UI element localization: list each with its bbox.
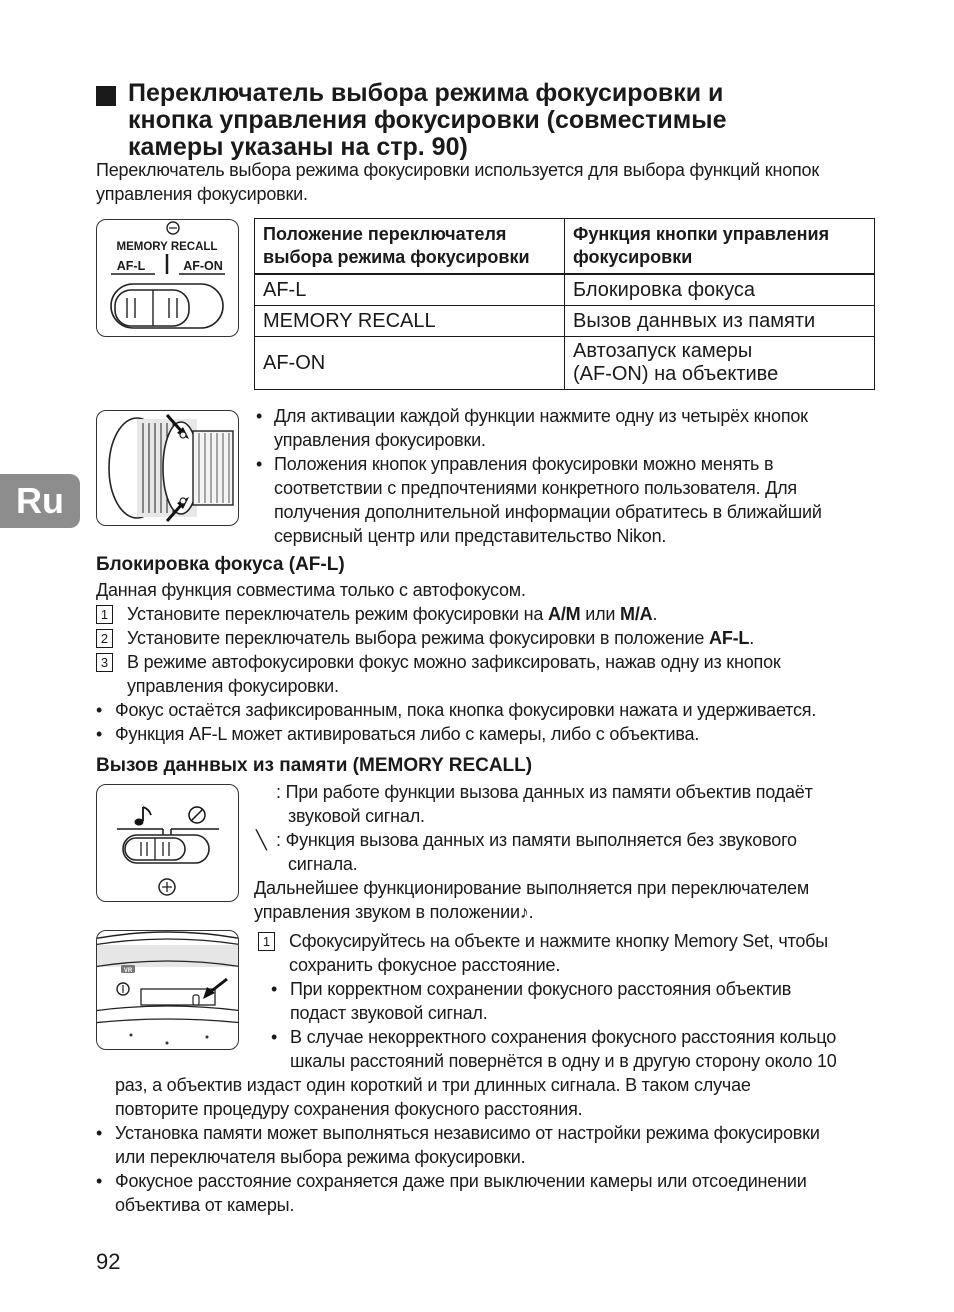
bullet-dot: • [96,724,103,744]
language-tab: Ru [0,474,80,528]
music-note-icon [135,807,152,826]
table-cell-function: Вызов даннвых из памяти [565,306,875,337]
afl-step-3: В режиме автофокусировки фокус можно зафиксировать, нажав одну из кнопок управления фокусировки. [127,652,781,696]
table-cell-function: Блокировка фокуса [565,274,875,306]
bullet-dot: • [271,979,278,999]
table-header-row [255,219,875,275]
table-header-position: Положение переключателя выбора режима фокусировки [255,219,565,275]
bullet-dot: • [271,1027,278,1047]
table-row [255,306,875,337]
memory-note-1: : При работе функции вызова данных из памяти объектив подаёт звуковой сигнал. [276,782,813,826]
table-cell-function: Автозапуск камеры (AF-ON) на объективе [565,337,875,390]
memory-sub-1: При корректном сохранении фокусного расстояния объектив подаст звуковой сигнал. [290,979,792,1023]
page-number: 92 [96,1249,121,1274]
table-row [255,337,875,390]
lock-icon [167,222,179,234]
switch-label-afon: AF-ON [183,259,223,273]
memory-step-1: Сфокусируйтесь на объекте и нажмите кнопку Memory Set, чтобы сохранить фокусное расстояние. [289,931,828,975]
afl-intro: Данная функция совместима только с автофокусом. [96,580,526,600]
intro-line-1: Переключатель выбора режима фокусировки используется для выбора функций кнопок [96,160,820,180]
lens-focus-buttons-illustration [96,410,239,526]
step-number: 1 [96,605,113,624]
table-cell-position: MEMORY RECALL [255,306,565,337]
step-number: 2 [96,629,113,648]
bullet-dot: • [96,1123,103,1143]
bullet-dot: • [256,406,263,426]
music-note-icon: ♪ [519,902,529,922]
section-title [96,80,896,161]
table-cell-position: AF-ON [255,337,565,390]
switch-label-afl: AF-L [116,259,146,273]
button-note-2: Положения кнопок управления фокусировки можно менять в соответствии с предпочтениями конкретного пользователя. Для получения дополнительной информации обратитесь в ближайший сервисный центр или представительство Nikon. [274,454,822,546]
memory-bullet-1: Установка памяти может выполняться независимо от настройки режима фокусировки или переключателя выбора режима фокусировки. [115,1123,820,1167]
focus-mode-switch-illustration [96,219,239,337]
memory-note-2: : Функция вызова данных из памяти выполняется без звукового сигнала. [276,830,797,874]
title-line-1: Переключатель выбора режима фокусировки и [128,79,724,107]
lens-memory-set-illustration [96,930,239,1050]
lock-screw-icon [159,879,175,895]
focus-mode-table [254,218,875,390]
title-line-2: кнопка управления фокусировки (совместимые [128,106,727,134]
memory-heading: Вызов даннвых из памяти (MEMORY RECALL) [96,755,533,776]
intro-paragraph [96,158,876,206]
step-number: 1 [258,932,275,951]
bullet-dot: • [96,1171,103,1191]
table-row [255,274,875,306]
bullet-dot: • [256,454,263,474]
table-cell-position: AF-L [255,274,565,306]
afl-step-1: Установите переключатель режим фокусировки на A/M или M/A. [127,604,658,624]
afl-bullet-1: Фокус остаётся зафиксированным, пока кнопка фокусировки нажата и удерживается. [115,700,817,720]
intro-line-2: управления фокусировки. [96,184,308,204]
step-number: 3 [96,653,113,672]
afl-heading: Блокировка фокуса (AF-L) [96,554,345,575]
bullet-dot: • [96,700,103,720]
title-square-icon [96,86,116,106]
table-header-function: Функция кнопки управления фокусировки [565,219,875,275]
memory-bullet-2: Фокусное расстояние сохраняется даже при выключении камеры или отсоединении объектива от камеры. [115,1171,807,1215]
memory-sub-2: В случае некорректного сохранения фокусного расстояния кольцо шкалы расстояний повернётся в одну и в другую сторону около 10 [290,1027,837,1071]
lock-icon [117,983,129,995]
button-note-1: Для активации каждой функции нажмите одну из четырёх кнопок управления фокусировки. [274,406,808,450]
sound-off-icon [189,807,205,823]
afl-bullet-2: Функция AF-L может активироваться либо с камеры, либо с объектива. [115,724,700,744]
vr-badge: VR [123,968,133,974]
afl-step-2: Установите переключатель выбора режима фокусировки в положение AF-L. [127,628,755,648]
switch-label-memory-recall: MEMORY RECALL [116,241,218,253]
memory-sub-2-continuation: раз, а объектив издаст один короткий и три длинных сигнала. В таком случае повторите процедуру сохранения фокусного расстояния. [115,1075,751,1119]
sound-switch-illustration [96,784,239,902]
title-line-3: камеры указаны на стр. 90) [128,133,468,161]
memory-continuation: Дальнейшее функционирование выполняется при переключателем управления звуком в положении♪. [254,878,810,922]
sound-off-slash-icon: ╲ [256,830,267,850]
